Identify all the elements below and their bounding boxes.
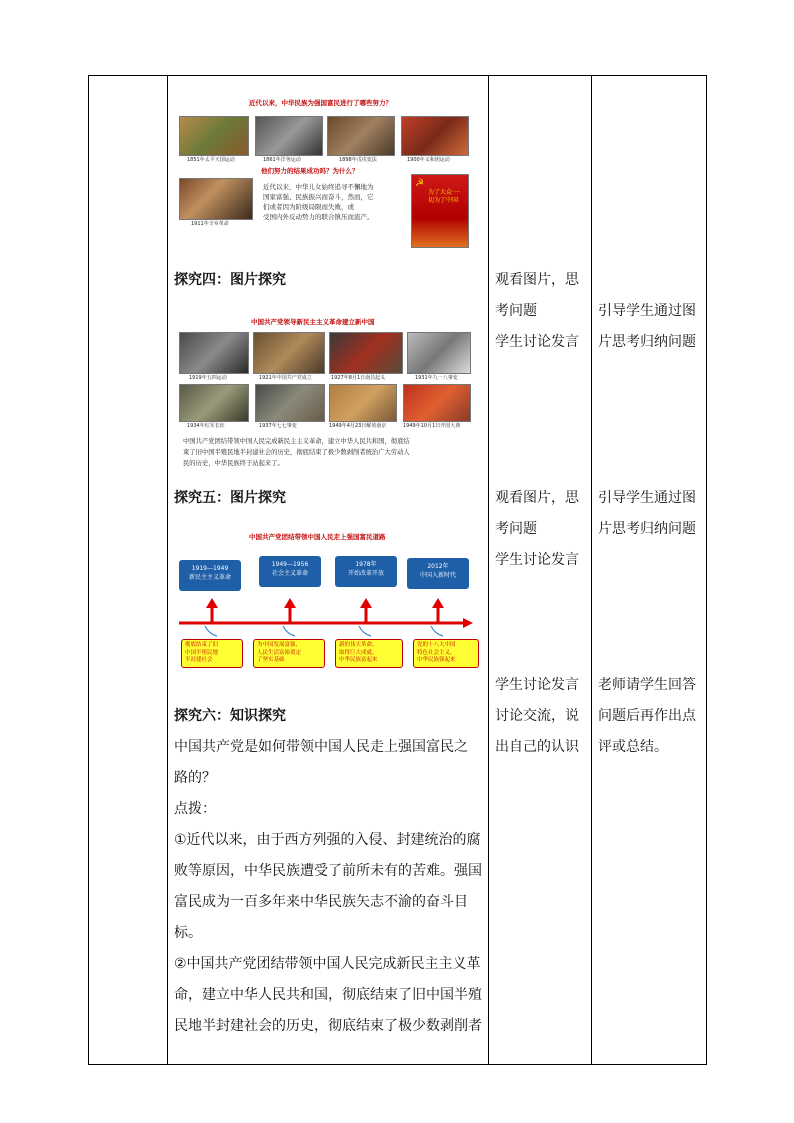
outcome-line: 取得巨大成就， xyxy=(339,649,378,656)
photo-party-poster xyxy=(411,174,469,248)
teacher-activity-line: 片思考归纳问题 xyxy=(598,334,696,350)
photo-taiping xyxy=(179,116,249,156)
outcome-line: 半封建社会 xyxy=(185,657,213,663)
slide1-body xyxy=(263,182,405,222)
slide2-body xyxy=(183,436,475,469)
period-years: 1919—1949 xyxy=(191,565,229,572)
student-activity-line: 出自己的认识 xyxy=(495,739,579,755)
outcome-box-4 xyxy=(413,639,479,668)
hint-label: 点拨： xyxy=(174,801,216,817)
student-activity-line: 考问题 xyxy=(495,303,537,319)
photo-sept-18 xyxy=(407,332,471,374)
up-arrow-icon xyxy=(360,598,372,622)
period-name: 社会主义革命 xyxy=(271,570,308,577)
table-border-col1 xyxy=(167,75,168,1065)
question-line: 中国共产党是如何带领中国人民走上强国富民之 xyxy=(174,739,468,755)
teacher-activity-line: 评或总结。 xyxy=(598,739,668,755)
student-activity-line: 考问题 xyxy=(495,521,537,537)
outcome-box-3 xyxy=(335,639,403,668)
point2-line: ②中国共产党团结带领中国人民完成新民主主义革 xyxy=(174,956,481,972)
photo-may-fourth xyxy=(179,332,249,374)
outcome-line: 彻底结束了旧 xyxy=(185,642,219,648)
slide-new-democratic-revolution xyxy=(175,312,475,472)
student-activity-line: 学生讨论发言 xyxy=(495,552,579,568)
point2-line: 民地半封建社会的历史，彻底结束了极少数剥削者 xyxy=(174,1018,482,1034)
point1-line: ①近代以来，由于西方列强的入侵、封建统治的腐 xyxy=(174,832,481,848)
section6-teacher xyxy=(598,670,696,763)
up-arrow-icon xyxy=(284,598,296,622)
slide2-body-line: 中国共产党团结带领中国人民完成新民主主义革命，建立中华人民共和国，彻底结 xyxy=(183,438,410,445)
table-border-col3 xyxy=(591,75,592,1065)
caption-cpc-founding: 1921年中国共产党成立 xyxy=(259,375,312,381)
outcome-line: 中华民族富起来 xyxy=(339,657,378,663)
outcome-line: 党的十八大中国 xyxy=(417,642,456,648)
section6-body xyxy=(174,701,486,1042)
photo-boxer xyxy=(401,116,469,156)
caption-westernization: 1861年洋务运动 xyxy=(263,157,301,163)
student-activity-line: 观看图片，思 xyxy=(495,490,579,506)
student-activity-line: 观看图片，思 xyxy=(495,272,579,288)
table-border-right xyxy=(706,75,707,1065)
caption-nanjing: 1949年4月23日解放南京 xyxy=(329,423,387,429)
student-activity-line: 学生讨论发言 xyxy=(495,677,579,693)
section4-heading: 探究四：图片探究 xyxy=(174,272,286,288)
caption-founding-ceremony: 1949年10月1日开国大典 xyxy=(403,423,461,429)
table-border-col2 xyxy=(488,75,489,1065)
outcome-line: 人民生活富裕奠定 xyxy=(257,649,302,656)
slide2-body-line: 民的历史，中华民族终于站起来了。 xyxy=(183,460,284,467)
section5-student xyxy=(495,483,579,576)
table-border-bottom xyxy=(88,1064,706,1065)
caption-nanchang: 1927年8月1日南昌起义 xyxy=(331,375,386,381)
point2-line: 命，建立中华人民共和国，彻底结束了旧中国半殖 xyxy=(174,987,482,1003)
caption-july-7: 1937年七七事变 xyxy=(259,423,297,429)
photo-founding-ceremony xyxy=(403,384,471,422)
section6-student xyxy=(495,670,579,763)
outcome-line: 新的伟大革命， xyxy=(339,642,378,648)
question-line: 路的？ xyxy=(174,770,216,786)
slide1-subtitle: 他们努力的结果成功吗？为什么？ xyxy=(261,167,359,175)
slide1-body-line: 国家富强、民族振兴而奋斗，然而，它 xyxy=(263,193,374,201)
caption-xinhai: 1911年辛亥革命 xyxy=(191,221,229,227)
section5-heading: 探究五：图片探究 xyxy=(174,490,286,506)
curved-pointer-icon xyxy=(205,626,443,636)
slide2-body-line: 束了旧中国半殖民地半封建社会的历史，彻底结束了极少数剥削者统治广大劳动人 xyxy=(183,449,410,456)
caption-sept-18: 1931年九一八事变 xyxy=(415,375,458,381)
slide1-body-line: 们或者因为阶级局限而失败，或 xyxy=(263,203,354,211)
period-name: 开始改革开放 xyxy=(347,570,384,577)
photo-long-march xyxy=(179,384,249,422)
period-years: 2012年 xyxy=(427,563,449,570)
table-border-top xyxy=(88,75,706,76)
point1-line: 富民成为一百多年来中华民族矢志不渝的奋斗目 xyxy=(174,894,468,910)
outcome-line: 中华民族强起来 xyxy=(417,657,456,663)
slide3-title: 中国共产党团结带领中国人民走上强国富民道路 xyxy=(249,533,386,541)
outcome-line: 特色社会主义， xyxy=(417,649,456,656)
up-arrow-icon xyxy=(206,598,218,622)
outcome-box-1 xyxy=(181,639,243,668)
slide2-title: 中国共产党领导新民主主义革命建立新中国 xyxy=(251,318,375,326)
photo-xinhai xyxy=(179,178,253,220)
photo-nanjing xyxy=(329,384,397,422)
caption-taiping: 1851年太平天国运动 xyxy=(187,157,235,163)
outcome-line: 中国半殖民地 xyxy=(185,649,219,656)
slide1-body-line: 受国内外反动势力的联合镇压而流产。 xyxy=(263,213,374,221)
period-name: 中国入新时代 xyxy=(419,572,456,579)
section4-student xyxy=(495,265,579,358)
period-years: 1978年 xyxy=(355,561,377,568)
section6-heading: 探究六：知识探究 xyxy=(174,708,286,724)
section5-teacher xyxy=(598,483,696,545)
caption-boxer: 1900年义和团运动 xyxy=(407,157,450,163)
student-activity-line: 学生讨论发言 xyxy=(495,334,579,350)
slide1-title: 近代以来，中华民族为强国富民进行了哪些努力？ xyxy=(249,99,392,107)
caption-reform: 1898年戊戌变法 xyxy=(339,157,377,163)
slide1-body-line: 近代以来，中华儿女始终追寻不懈地为 xyxy=(263,183,374,191)
period-name: 新民主主义革命 xyxy=(188,574,231,581)
teacher-activity-line: 问题后再作出点 xyxy=(598,708,696,724)
up-arrow-icon xyxy=(432,598,444,622)
photo-cpc-founding xyxy=(253,332,325,374)
outcome-box-2 xyxy=(253,639,325,668)
poster-text: 为了大众·一切为了中国 xyxy=(428,189,460,204)
outcome-line: 了坚实基础 xyxy=(257,657,285,663)
slide-modern-efforts xyxy=(175,92,471,252)
teacher-activity-line: 老师请学生回答 xyxy=(598,677,696,693)
point1-line: 败等原因，中华民族遭受了前所未有的苦难。强国 xyxy=(174,863,482,879)
student-activity-line: 讨论交流，说 xyxy=(495,708,579,724)
timeline-axis xyxy=(179,618,473,628)
teacher-activity-line: 片思考归纳问题 xyxy=(598,521,696,537)
photo-westernization xyxy=(255,116,323,156)
period-years: 1949—1956 xyxy=(271,561,309,568)
photo-reform xyxy=(327,116,395,156)
teacher-activity-line: 引导学生通过图 xyxy=(598,490,696,506)
outcome-line: 为中国发展富强、 xyxy=(257,642,302,648)
section4-teacher xyxy=(598,296,696,358)
table-border-left xyxy=(88,75,89,1065)
photo-nanchang xyxy=(329,332,403,374)
caption-long-march: 1934年红军长征 xyxy=(187,423,225,429)
point1-line: 标。 xyxy=(174,925,202,941)
slide-road-to-prosperity xyxy=(175,528,475,678)
teacher-activity-line: 引导学生通过图 xyxy=(598,303,696,319)
hammer-sickle-icon: ☭ xyxy=(415,178,424,189)
caption-may-fourth: 1919年五四运动 xyxy=(189,375,227,381)
photo-july-7 xyxy=(255,384,325,422)
